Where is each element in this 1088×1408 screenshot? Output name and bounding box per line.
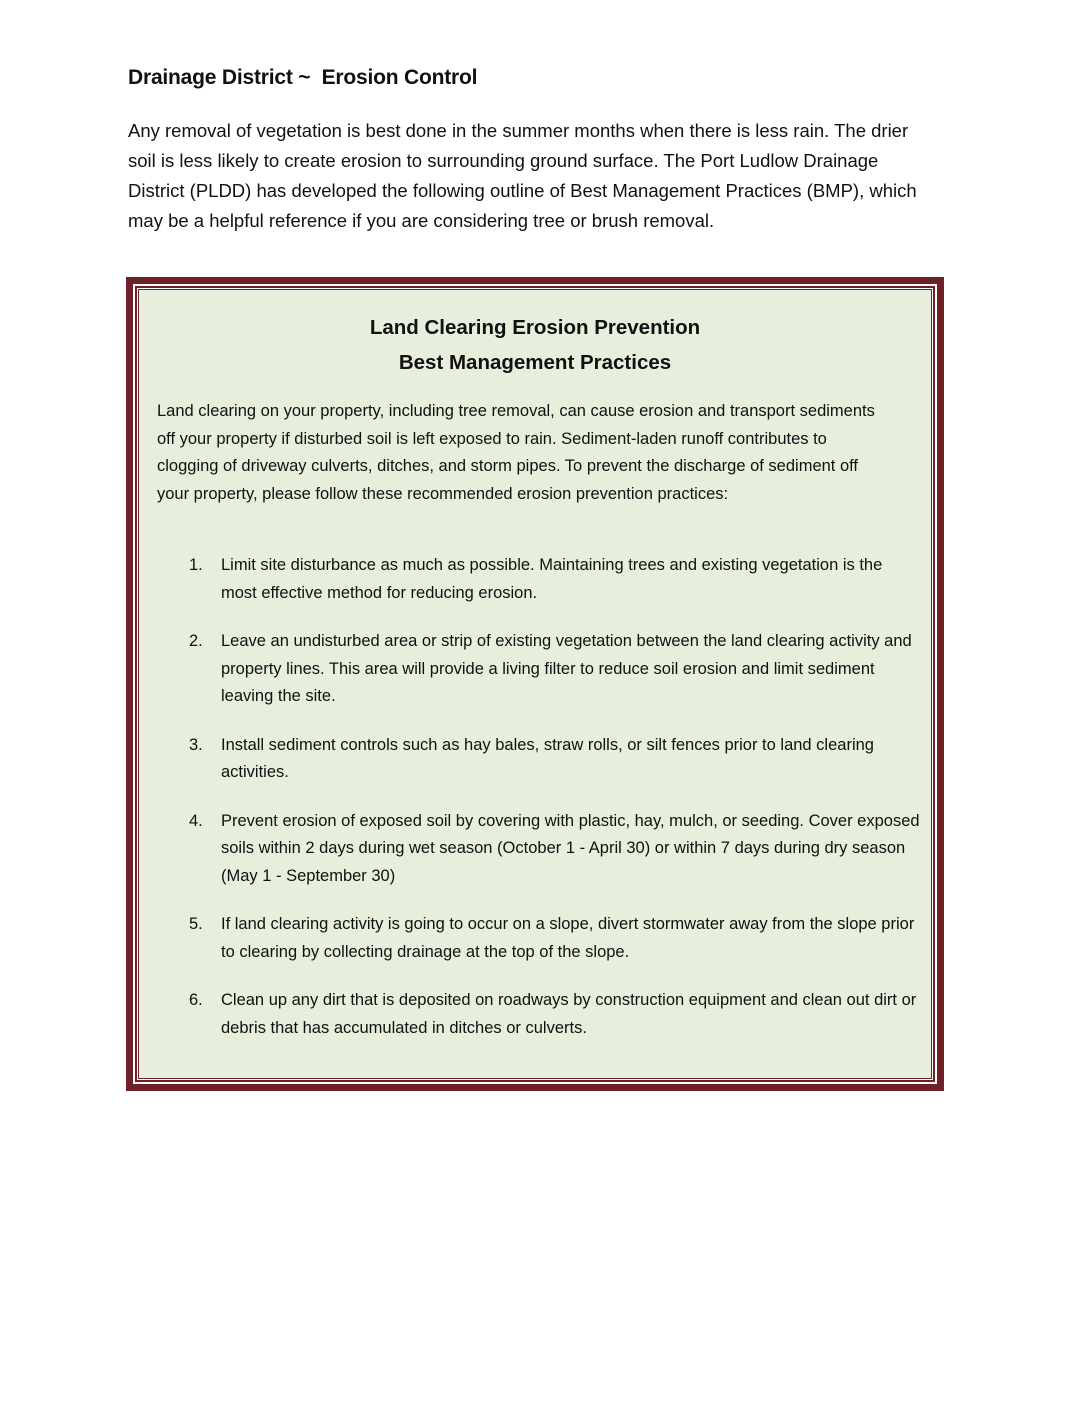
bmp-box [126,277,944,1091]
bmp-heading-line2: Best Management Practices [398,351,672,374]
bmp-practice-text: Clean up any dirt that is deposited on roadways by construction equipment and clean out dirt or debris that has accumulated in ditches or culverts. [221,991,917,1037]
bmp-practice-text: Install sediment controls such as hay bales, straw rolls, or silt fences prior to land clearing activities. [221,735,874,781]
bmp-practice-text: Prevent erosion of exposed soil by covering with plastic, hay, mulch, or seeding. Cover exposed soils within 2 days during wet season (October 1 - April 30) or within 7 days during dry season (May 1 - September 30) [221,811,920,885]
bmp-frame-line [135,286,935,1082]
bmp-practice-item [157,987,922,1042]
bmp-practice-number: 5. [189,915,203,933]
bmp-frame-gap [133,284,937,1084]
bmp-lead-paragraph: Land clearing on your property, including tree removal, can cause erosion and transport sediments off your property if disturbed soil is left exposed to rain. Sediment-laden runoff contributes to clogging of driveway culverts, ditches, and storm pipes. To prevent the discharge of sediment off your property, please follow these recommended erosion prevention practices: [157,402,875,503]
bmp-panel [138,289,932,1079]
page-title: Drainage District ~ Erosion Control [128,66,478,89]
bmp-practices-list [157,552,922,1063]
bmp-practice-item [157,732,922,787]
bmp-practice-number: 1. [189,556,203,574]
bmp-practice-item [157,808,922,891]
bmp-heading [139,310,931,380]
bmp-practice-item [157,552,922,607]
bmp-practice-text: If land clearing activity is going to occur on a slope, divert stormwater away from the slope prior to clearing by collecting drainage at the top of the slope. [221,915,915,961]
bmp-practice-text: Leave an undisturbed area or strip of existing vegetation between the land clearing activity and property lines. This area will provide a living filter to reduce soil erosion and limit sediment leaving the site. [221,632,912,705]
intro-paragraph: Any removal of vegetation is best done in the summer months when there is less rain. The drier soil is less likely to create erosion to surrounding ground surface. The Port Ludlow Drainage District (PLDD) has developed the following outline of Best Management Practices (BMP), which may be a helpful reference if you are considering tree or brush removal. [128,120,917,231]
bmp-practice-item [157,911,922,966]
bmp-heading-line1: Land Clearing Erosion Prevention [369,316,701,339]
bmp-practice-number: 4. [189,811,203,830]
bmp-practice-text: Limit site disturbance as much as possible. Maintaining trees and existing vegetation is the most effective method for reducing erosion. [221,556,883,602]
bmp-practice-number: 3. [189,735,203,754]
bmp-practice-number: 2. [189,632,203,650]
bmp-practice-number: 6. [189,991,203,1009]
intro-section [128,116,928,236]
bmp-practice-item [157,628,922,711]
